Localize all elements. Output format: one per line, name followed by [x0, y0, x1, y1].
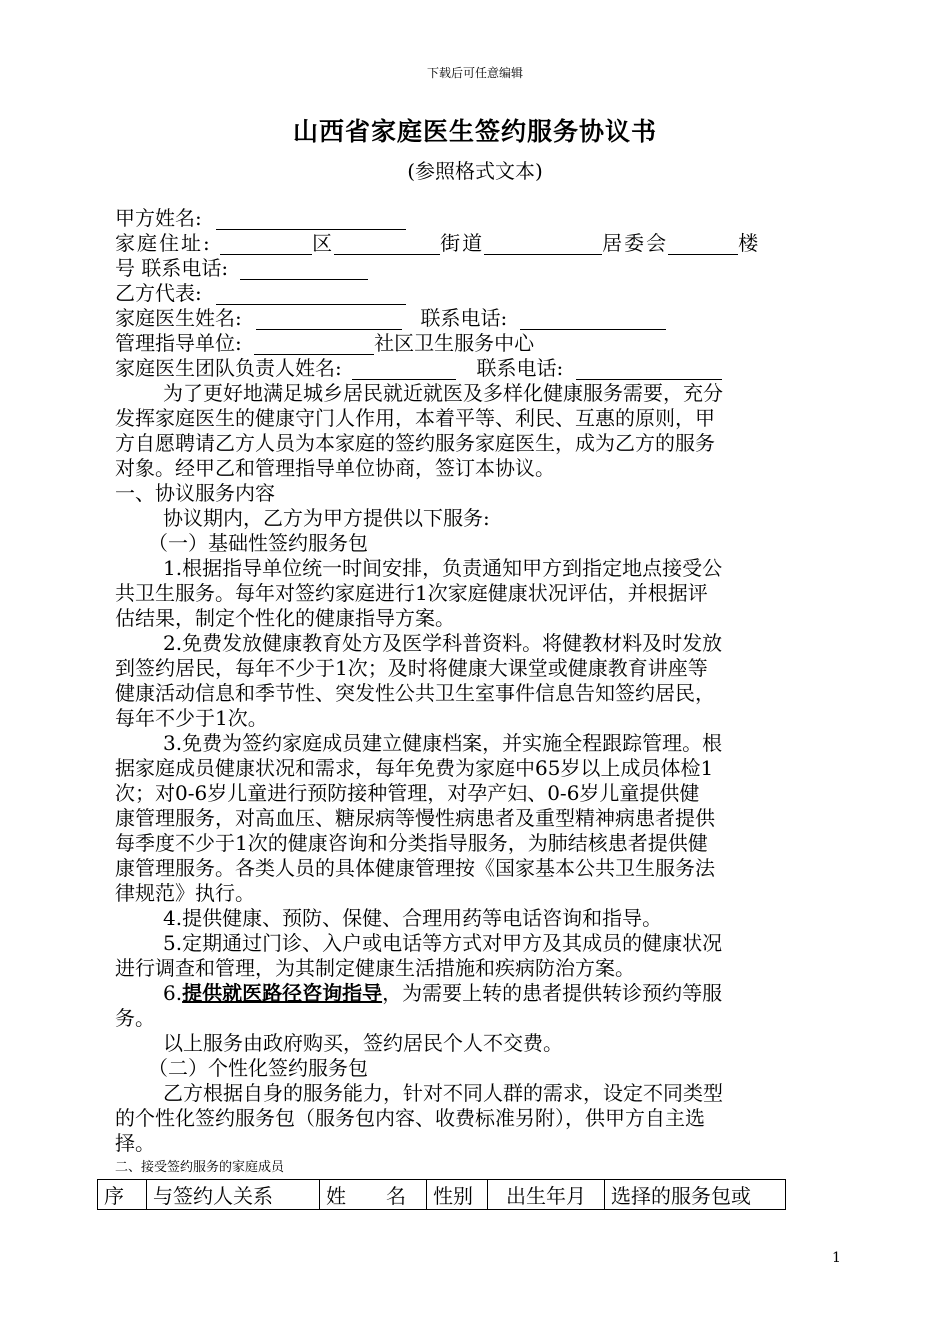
- street-label: 街道: [440, 231, 485, 255]
- doctor-row: [115, 306, 666, 330]
- phone-row: [115, 256, 368, 280]
- table-header-cell: 选择的服务包或: [605, 1180, 786, 1210]
- team-phone-label: 联系电话:: [476, 356, 564, 380]
- committee-field[interactable]: [484, 234, 602, 255]
- item2-line: 2.免费发放健康教育处方及医学科普资料。将健教材料及时发放: [163, 631, 723, 655]
- section-1-title: 一、协议服务内容: [115, 481, 275, 505]
- item1-line: 估结果，制定个性化的健康指导方案。: [115, 606, 455, 630]
- district-field[interactable]: [220, 234, 312, 255]
- item3-line: 每季度不少于1次的健康咨询和分类指导服务，为肺结核患者提供健: [115, 831, 708, 855]
- intro-line: 为了更好地满足城乡居民就近就医及多样化健康服务需要，充分: [163, 381, 723, 405]
- document-subtitle: (参照格式文本): [407, 159, 543, 183]
- district-label: 区: [312, 231, 335, 255]
- personal-line: 乙方根据自身的服务能力，针对不同人群的需求，设定不同类型: [163, 1081, 723, 1105]
- address-label: 家庭住址:: [115, 231, 212, 255]
- party-b-field[interactable]: [216, 284, 406, 305]
- doctor-phone-label: 联系电话:: [420, 306, 508, 330]
- item6-line2: 务。: [115, 1006, 155, 1030]
- doctor-name-field[interactable]: [256, 309, 402, 330]
- table-header-cell: 序: [98, 1180, 147, 1210]
- item6-rest: ，为需要上转的患者提供转诊预约等服: [382, 981, 723, 1005]
- item1-line: 1.根据指导单位统一时间安排，负责通知甲方到指定地点接受公: [163, 556, 723, 580]
- personal-line: 择。: [115, 1131, 155, 1155]
- item6-line: [163, 981, 722, 1005]
- item2-line: 每年不少于1次。: [115, 706, 268, 730]
- party-a-name-field[interactable]: [216, 209, 406, 230]
- item3-line: 律规范》执行。: [115, 881, 255, 905]
- team-leader-field[interactable]: [352, 359, 456, 380]
- item5-line: 进行调查和管理，为其制定健康生活措施和疾病防治方案。: [115, 956, 635, 980]
- doctor-name-label: 家庭医生姓名:: [115, 306, 242, 330]
- hao-phone-label: 号 联系电话:: [115, 256, 229, 280]
- party-a-name-label: 甲方姓名:: [115, 206, 202, 230]
- table-header-cell: 姓 名: [320, 1180, 427, 1210]
- table-header-cell: 性别: [427, 1180, 488, 1210]
- item3-line: 据家庭成员健康状况和需求，每年免费为家庭中65岁以上成员体检1: [115, 756, 714, 780]
- personal-package-heading: （二）个性化签约服务包: [148, 1056, 368, 1080]
- item6-prefix: 6.: [163, 981, 183, 1005]
- family-phone-field[interactable]: [240, 259, 368, 280]
- item4-line: 4.提供健康、预防、保健、合理用药等电话咨询和指导。: [163, 906, 663, 930]
- item3-line: 康管理服务。各类人员的具体健康管理按《国家基本公共卫生服务法: [115, 856, 715, 880]
- party-b-label: 乙方代表:: [115, 281, 202, 305]
- street-field[interactable]: [334, 234, 440, 255]
- item6-bold-text: 提供就医路径咨询指导: [182, 981, 383, 1005]
- item3-line: 康管理服务，对高血压、糖尿病等慢性病患者及重型精神病患者提供: [115, 806, 715, 830]
- page-number: 1: [832, 1250, 841, 1266]
- item2-line: 到签约居民，每年不少于1次；及时将健康大课堂或健康教育讲座等: [115, 656, 708, 680]
- item3-line: 次；对0-6岁儿童进行预防接种管理，对孕产妇、0-6岁儿童提供健: [115, 781, 700, 805]
- address-row: [115, 231, 835, 255]
- committee-label: 居委会: [602, 231, 669, 255]
- section-2-title: 二、接受签约服务的家庭成员: [115, 1160, 285, 1175]
- table-header-cell: 与签约人关系: [147, 1180, 320, 1210]
- building-field[interactable]: [668, 234, 738, 255]
- mgmt-unit-field[interactable]: [254, 334, 374, 355]
- header-note: 下载后可任意编辑: [426, 66, 523, 80]
- intro-line: 对象。经甲乙和管理指导单位协商，签订本协议。: [115, 456, 555, 480]
- table-header-cell: 出生年月: [488, 1180, 605, 1210]
- personal-line: 的个性化签约服务包（服务包内容、收费标准另附），供甲方自主选: [115, 1106, 705, 1130]
- item2-line: 健康活动信息和季节性、突发性公共卫生室事件信息告知签约居民，: [115, 681, 715, 705]
- intro-line: 方自愿聘请乙方人员为本家庭的签约服务家庭医生，成为乙方的服务: [115, 431, 715, 455]
- section-1-lead: 协议期内，乙方为甲方提供以下服务:: [163, 506, 490, 530]
- family-members-table: [97, 1179, 786, 1210]
- team-row: [115, 356, 722, 380]
- item3-line: 3.免费为签约家庭成员建立健康档案，并实施全程跟踪管理。根: [163, 731, 723, 755]
- center-label: 社区卫生服务中心: [374, 331, 535, 355]
- government-note: 以上服务由政府购买，签约居民个人不交费。: [163, 1031, 563, 1055]
- document-title: 山西省家庭医生签约服务协议书: [292, 117, 657, 146]
- party-a-name-row: [115, 206, 406, 230]
- table-header-row: [98, 1180, 786, 1210]
- item1-line: 共卫生服务。每年对签约家庭进行1次家庭健康状况评估，并根据评: [115, 581, 708, 605]
- mgmt-unit-label: 管理指导单位:: [115, 331, 242, 355]
- party-b-row: [115, 281, 406, 305]
- mgmt-row: [115, 331, 534, 355]
- intro-line: 发挥家庭医生的健康守门人作用，本着平等、利民、互惠的原则，甲: [115, 406, 715, 430]
- doctor-phone-field[interactable]: [520, 309, 666, 330]
- team-leader-label: 家庭医生团队负责人姓名:: [115, 356, 342, 380]
- team-phone-field[interactable]: [576, 359, 722, 380]
- building-label: 楼: [738, 231, 761, 255]
- basic-package-heading: （一）基础性签约服务包: [148, 531, 368, 555]
- item5-line: 5.定期通过门诊、入户或电话等方式对甲方及其成员的健康状况: [163, 931, 723, 955]
